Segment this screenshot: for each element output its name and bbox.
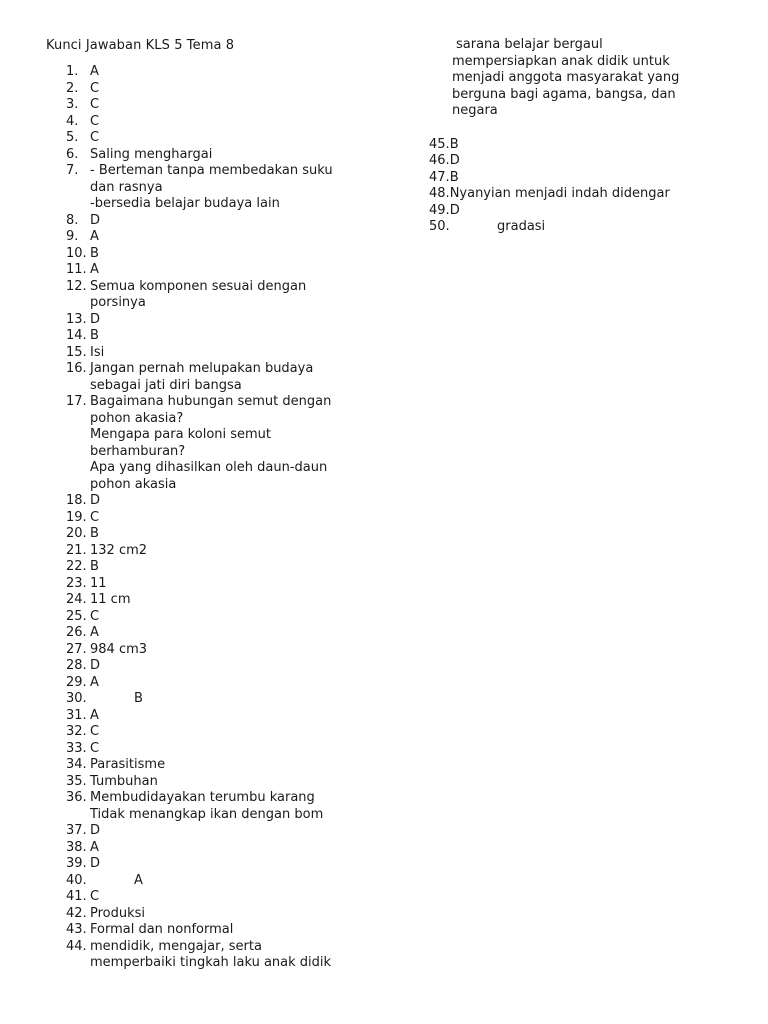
answer-item bbox=[66, 774, 366, 791]
answer-text: D bbox=[90, 493, 101, 508]
answer-item bbox=[429, 203, 729, 220]
answer-text: Mengapa para koloni semut bbox=[90, 427, 272, 442]
answer-text: B bbox=[134, 691, 143, 706]
answer-item bbox=[66, 526, 366, 543]
answer-item bbox=[66, 328, 366, 345]
answer-item bbox=[66, 213, 366, 230]
answer-text: berguna bagi agama, bangsa, dan bbox=[452, 86, 676, 102]
answer-text: Produksi bbox=[90, 905, 146, 921]
answer-number: 19. bbox=[66, 509, 87, 525]
answer-text: C bbox=[90, 724, 100, 739]
answer-text: D bbox=[90, 856, 101, 871]
answer-text: Isi bbox=[90, 344, 105, 360]
answer-item bbox=[66, 790, 366, 823]
answer-item bbox=[66, 939, 366, 972]
answer-text: Semua komponen sesuai dengan bbox=[90, 278, 307, 294]
answer-item bbox=[66, 823, 366, 840]
answer-text: sarana belajar bergaul bbox=[456, 37, 603, 52]
answer-text: C bbox=[90, 80, 100, 96]
answer-item bbox=[429, 219, 729, 236]
answer-text: Parasitisme bbox=[90, 757, 166, 772]
answer-number: 33. bbox=[66, 740, 87, 756]
answer-item bbox=[429, 170, 729, 187]
answer-number: 16. bbox=[66, 361, 87, 376]
answer-item bbox=[66, 130, 366, 147]
answer-item bbox=[66, 873, 366, 890]
answer-item bbox=[66, 922, 366, 939]
answer-number: 47. bbox=[429, 169, 450, 185]
answer-text: mendidik, mengajar, serta bbox=[90, 938, 262, 954]
answer-item bbox=[66, 510, 366, 527]
answer-text: Formal dan nonformal bbox=[90, 922, 234, 937]
answer-text: gradasi bbox=[497, 219, 546, 234]
answer-item bbox=[66, 856, 366, 873]
answer-item bbox=[66, 81, 366, 98]
answer-text: B bbox=[90, 245, 99, 261]
answer-number: 43. bbox=[66, 922, 87, 937]
answer-number: 11. bbox=[66, 262, 87, 277]
answer-text: A bbox=[90, 707, 99, 723]
answer-number: 17. bbox=[66, 394, 87, 409]
answer-item bbox=[66, 592, 366, 609]
answer-item bbox=[429, 137, 729, 154]
answer-text: A bbox=[90, 262, 99, 277]
answer-item bbox=[66, 741, 366, 758]
page-title: Kunci Jawaban KLS 5 Tema 8 bbox=[46, 38, 235, 53]
answer-number: 50. bbox=[429, 219, 450, 234]
answer-item bbox=[66, 345, 366, 362]
answer-text: C bbox=[90, 113, 100, 129]
answer-text: A bbox=[90, 229, 99, 244]
answer-item bbox=[66, 493, 366, 510]
answer-text: D bbox=[90, 212, 101, 228]
answer-number: 34. bbox=[66, 757, 87, 772]
answer-number: 44. bbox=[66, 938, 87, 954]
answer-item bbox=[66, 757, 366, 774]
answer-text: Membudidayakan terumbu karang bbox=[90, 790, 315, 805]
answer-item bbox=[66, 163, 366, 213]
answer-number: 2. bbox=[66, 80, 79, 96]
answer-number: 46. bbox=[429, 153, 450, 168]
answer-number: 20. bbox=[66, 526, 87, 541]
answer-item bbox=[429, 153, 729, 170]
answer-text: negara bbox=[452, 103, 498, 118]
answer-number: 37. bbox=[66, 823, 87, 838]
answer-number: 13. bbox=[66, 311, 87, 327]
answer-text: Tumbuhan bbox=[90, 773, 158, 789]
answer-text: B bbox=[90, 526, 99, 541]
answer-number: 49. bbox=[429, 202, 450, 218]
answer-item bbox=[66, 889, 366, 906]
answer-text: C bbox=[90, 97, 100, 112]
answer-item bbox=[66, 724, 366, 741]
answer-text: - Berteman tanpa membedakan suku bbox=[90, 163, 333, 178]
answer-number: 14. bbox=[66, 328, 87, 343]
answer-item bbox=[66, 543, 366, 560]
answer-text: Bagaimana hubungan semut dengan bbox=[90, 394, 332, 409]
answer-list-left bbox=[66, 64, 366, 972]
answer-text: Jangan pernah melupakan budaya bbox=[90, 361, 314, 376]
answer-item bbox=[66, 559, 366, 576]
answer-item bbox=[66, 609, 366, 626]
answer-number: 48. bbox=[429, 186, 450, 201]
answer-number: 28. bbox=[66, 658, 87, 673]
answer-number: 10. bbox=[66, 245, 87, 261]
answer-text: dan rasnya bbox=[90, 179, 163, 195]
answer-item bbox=[66, 361, 366, 394]
answer-text: C bbox=[90, 608, 100, 624]
answer-number: 40. bbox=[66, 872, 87, 888]
answer-item bbox=[66, 675, 366, 692]
answer-number: 3. bbox=[66, 97, 79, 112]
answer-number: 23. bbox=[66, 575, 87, 591]
answer-number: 1. bbox=[66, 64, 79, 79]
answer-text: B bbox=[90, 559, 99, 574]
answer-text: 132 cm2 bbox=[90, 542, 148, 558]
answer-item bbox=[66, 708, 366, 725]
answer-text: Saling menghargai bbox=[90, 146, 213, 162]
answer-list-right-items bbox=[429, 137, 729, 236]
answer-text: pohon akasia bbox=[90, 476, 177, 492]
answer-44-continuation bbox=[429, 37, 729, 120]
answer-number: 22. bbox=[66, 559, 87, 574]
answer-number: 42. bbox=[66, 905, 87, 921]
answer-number: 4. bbox=[66, 113, 79, 129]
answer-text: porsinya bbox=[90, 295, 146, 310]
answer-text: D bbox=[449, 202, 460, 218]
answer-text: A bbox=[134, 872, 143, 888]
answer-number: 30. bbox=[66, 691, 87, 706]
answer-number: 18. bbox=[66, 493, 87, 508]
answer-text: memperbaiki tingkah laku anak didik bbox=[90, 955, 332, 970]
answer-number: 27. bbox=[66, 641, 87, 657]
answer-number: 6. bbox=[66, 146, 79, 162]
answer-number: 21. bbox=[66, 542, 87, 558]
answer-item bbox=[66, 279, 366, 312]
answer-item bbox=[66, 114, 366, 131]
answer-text: A bbox=[90, 674, 99, 690]
answer-text: C bbox=[90, 130, 100, 145]
answer-text: Apa yang dihasilkan oleh daun-daun bbox=[90, 460, 328, 475]
answer-number: 24. bbox=[66, 592, 87, 607]
answer-number: 7. bbox=[66, 163, 79, 178]
answer-text: A bbox=[90, 64, 99, 79]
answer-item bbox=[66, 840, 366, 857]
answer-text: pohon akasia? bbox=[90, 410, 184, 426]
answer-text: C bbox=[90, 889, 100, 904]
answer-number: 25. bbox=[66, 608, 87, 624]
answer-text: B bbox=[449, 136, 459, 152]
answer-item bbox=[66, 229, 366, 246]
answer-number: 41. bbox=[66, 889, 87, 904]
answer-number: 31. bbox=[66, 707, 87, 723]
answer-text: B bbox=[449, 169, 459, 185]
answer-text: C bbox=[90, 509, 100, 525]
answer-text: C bbox=[90, 740, 100, 756]
answer-item bbox=[66, 147, 366, 164]
answer-item bbox=[66, 691, 366, 708]
answer-number: 32. bbox=[66, 724, 87, 739]
answer-number: 35. bbox=[66, 773, 87, 789]
answer-text: D bbox=[90, 658, 101, 673]
answer-item bbox=[66, 394, 366, 493]
answer-number: 8. bbox=[66, 212, 79, 228]
answer-item bbox=[66, 312, 366, 329]
answer-text: -bersedia belajar budaya lain bbox=[90, 196, 280, 211]
answer-number: 26. bbox=[66, 625, 87, 640]
answer-text: D bbox=[90, 311, 101, 327]
answer-text: A bbox=[90, 839, 99, 855]
answer-item bbox=[66, 246, 366, 263]
answer-text: berhamburan? bbox=[90, 443, 186, 459]
answer-number: 29. bbox=[66, 674, 87, 690]
answer-number: 12. bbox=[66, 278, 87, 294]
answer-text: Tidak menangkap ikan dengan bom bbox=[90, 806, 324, 822]
answer-number: 39. bbox=[66, 856, 87, 871]
answer-text: B bbox=[90, 328, 99, 343]
answer-item bbox=[66, 658, 366, 675]
answer-number: 15. bbox=[66, 344, 87, 360]
answer-text: 11 cm bbox=[90, 592, 131, 607]
answer-text: 984 cm3 bbox=[90, 641, 148, 657]
answer-text: Nyanyian menjadi indah didengar bbox=[449, 186, 670, 201]
answer-list-right bbox=[429, 37, 729, 236]
answer-text: D bbox=[449, 153, 460, 168]
answer-number: 36. bbox=[66, 790, 87, 805]
answer-text: A bbox=[90, 625, 99, 640]
answer-item bbox=[66, 262, 366, 279]
answer-text: sebagai jati diri bangsa bbox=[90, 377, 242, 393]
answer-number: 5. bbox=[66, 130, 79, 145]
answer-number: 38. bbox=[66, 839, 87, 855]
answer-text: 11 bbox=[90, 575, 107, 591]
answer-item bbox=[66, 64, 366, 81]
answer-number: 45. bbox=[429, 136, 450, 152]
answer-text: mempersiapkan anak didik untuk bbox=[452, 53, 670, 69]
answer-text: menjadi anggota masyarakat yang bbox=[452, 70, 680, 85]
answer-number: 9. bbox=[66, 229, 79, 244]
answer-item bbox=[66, 97, 366, 114]
answer-text: D bbox=[90, 823, 101, 838]
answer-item bbox=[66, 576, 366, 593]
answer-item bbox=[429, 186, 729, 203]
answer-item bbox=[66, 906, 366, 923]
answer-item bbox=[66, 625, 366, 642]
answer-item bbox=[66, 642, 366, 659]
